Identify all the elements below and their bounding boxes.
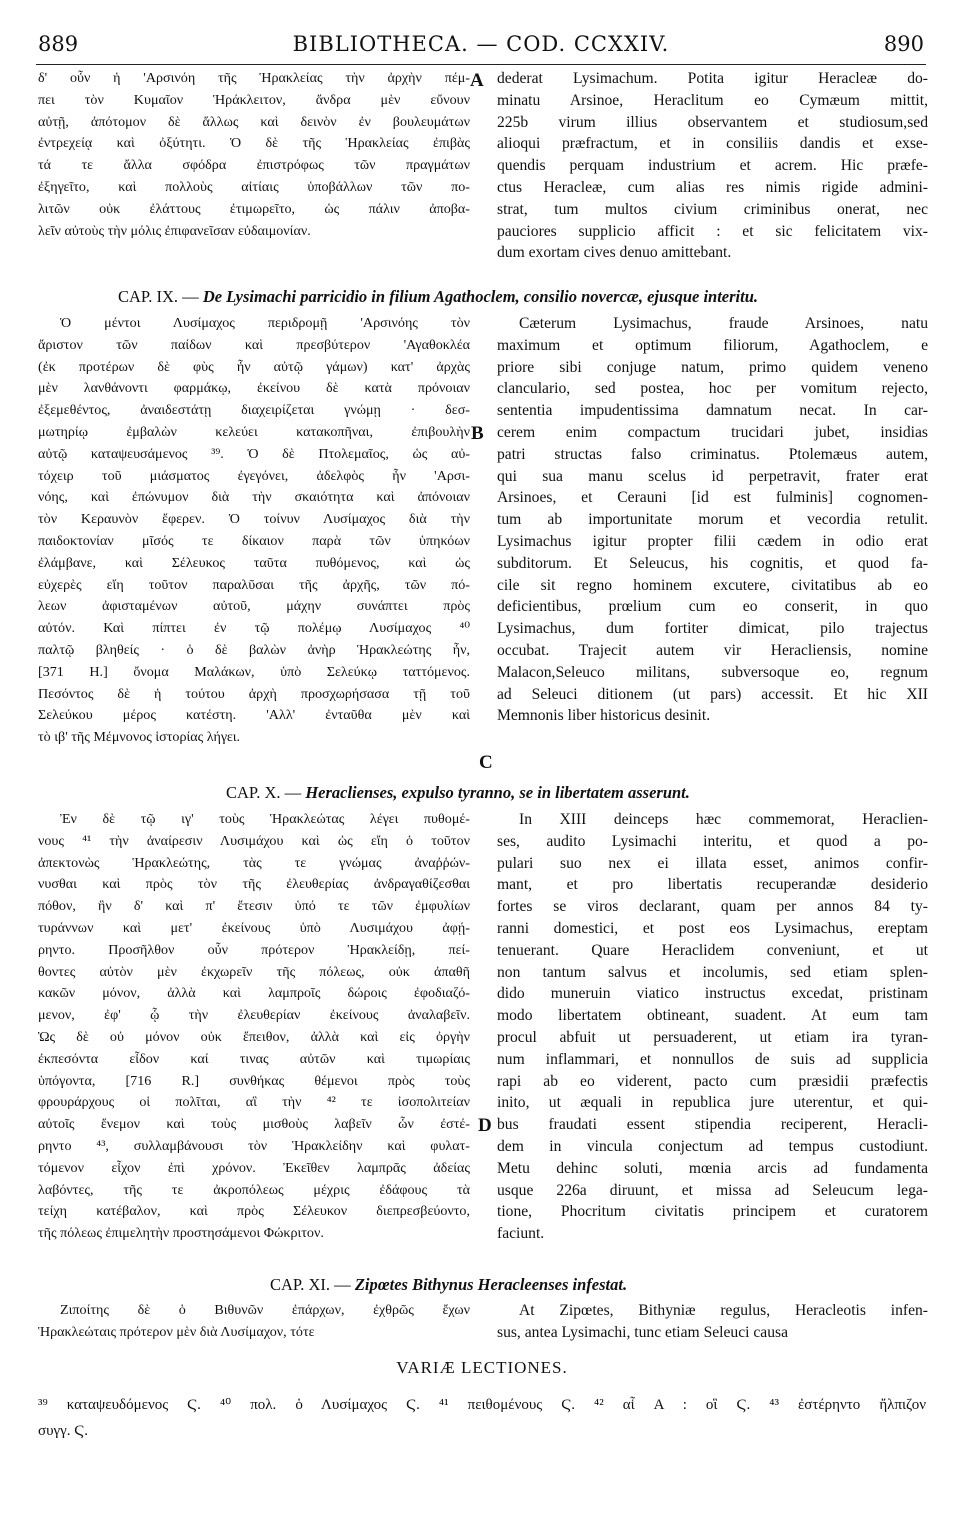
latin-text-line: modo libertatem obtineant, suadent. At eum tam bbox=[497, 1007, 928, 1025]
latin-text-line: minatu Arsinoe, Heraclitum eo Cymæum mittit, bbox=[497, 91, 928, 109]
greek-text-line: [371 H.] ὄνομα Μαλάκων, ὑπὸ Σελεύκῳ ταττόμενος. bbox=[38, 663, 470, 680]
latin-text-line: ses, audito Lysimachi interitu, et quod a po- bbox=[497, 832, 928, 850]
greek-text-line: τὸν Κεραυνὸν ἔφερεν. Ὁ τοίνυν Λυσίμαχος διὰ τὴν bbox=[38, 511, 470, 528]
greek-text-line: πόθον, ἣν δ' καὶ π' ἔτεσιν ὑπό τε τῶν ἐμφυλίων bbox=[38, 898, 470, 915]
greek-text-line: θοντες αὐτὸν μὲν ἐκχωρεῖν τῆς πόλεως, οὐκ ἀπαθῆ bbox=[38, 963, 470, 980]
latin-text-line: ranni domestici, et post eos Lysimachus, ereptam bbox=[497, 919, 928, 937]
greek-text-line: τόμενον εἶχον ἐπὶ χρόνον. Ἐκεῖθεν λαμπρᾶς ἀδείας bbox=[38, 1159, 470, 1176]
chapter-heading-11 bbox=[270, 1275, 627, 1295]
latin-text-line: tenuerant. Quare Heraclidem conveniunt, et ut bbox=[497, 941, 928, 959]
latin-text-line: subditorum. Et Seleucus, his cognitis, et quod fa- bbox=[497, 554, 928, 572]
greek-text-line: αὐτόν. Καὶ πίπτει ἐν τῷ πολέμῳ Λυσίμαχος ⁴⁰ bbox=[38, 620, 470, 637]
greek-text-line: ρηντο. Προσῆλθον οὖν πρότερον Ἡρακλείδῃ, πεί- bbox=[38, 941, 470, 958]
latin-text-line: occubat. Trajecit autem vir Heracliensis, nomine bbox=[497, 641, 928, 659]
latin-text-line: tione, Phocritum civitatis principem et curatorem bbox=[497, 1203, 928, 1221]
greek-text-line: ἐκπεσόντα εἶδον καί τινας αὐτῶν καὶ τιμωρίαις bbox=[38, 1050, 470, 1067]
page-number-right: 890 bbox=[883, 32, 924, 56]
greek-text-line: τυράννων καὶ μετ' ἐκείνους ὑπὸ Λυσιμάχου ἀφῄ- bbox=[38, 919, 470, 936]
greek-text-line: τῆς πόλεως ἐπιμελητὴν προστησάμενοι Φώκριτον. bbox=[38, 1225, 324, 1242]
latin-text-line: priore sibi conjuge natum, primo quidem veneno bbox=[497, 358, 928, 376]
latin-text-line: dederat Lysimachum. Potita igitur Heracleæ do- bbox=[497, 70, 928, 87]
greek-text-line: κακῶν μόνον, ἀλλὰ καὶ λαμπροῖς δώροις ἐφοδιαζό- bbox=[38, 985, 470, 1002]
greek-text-line: μενον, ἐφ' ᾧ τὴν ἐλευθερίαν ἐκείνους ἀναλαβεῖν. bbox=[38, 1007, 470, 1024]
latin-text-line: 225b virum illius observantem et studiosum,sed bbox=[497, 113, 928, 131]
greek-text-line: Ἐν δὲ τῷ ιγ' τοὺς Ἡρακλεώτας λέγει πυθομέ- bbox=[60, 811, 470, 827]
greek-text-line: ρηντο ⁴³, συλλαμβάνουσι τὸν Ἡρακλείδην καὶ φυλατ- bbox=[38, 1137, 470, 1154]
margin-marker-d: D bbox=[478, 1115, 492, 1136]
running-title: BIBLIOTHECA. — COD. CCXXIV. bbox=[292, 32, 670, 56]
latin-text-line: patri structas falso criminatus. Ptolemæus autem, bbox=[497, 445, 928, 463]
latin-text-line: cerem enim compactum trucidari jubet, insidias bbox=[497, 423, 928, 441]
margin-marker-a: A bbox=[470, 70, 484, 91]
latin-text-line: clanculario, sed postea, hoc per vomitum rejecto, bbox=[497, 380, 928, 398]
variae-lectiones-heading: VARIÆ LECTIONES. bbox=[396, 1358, 568, 1377]
latin-text-line: bus fraudati essent stipendia reciperent, Heracli- bbox=[497, 1116, 928, 1134]
latin-column-cap11 bbox=[497, 1300, 928, 1344]
greek-text-line: δ' οὖν ἡ 'Αρσινόη τῆς Ἡρακλείας τὴν ἀρχὴν πέμ- bbox=[38, 70, 470, 86]
chapter-title: De Lysimachi parricidio in filium Agathoclem, consilio novercæ, ejusque interitu. bbox=[202, 287, 759, 306]
latin-text-line: faciunt. bbox=[497, 1225, 545, 1243]
variant-reading-line: συγγ. Ϛ. bbox=[38, 1423, 89, 1439]
greek-text-line: Σελεύκου μέρος κατέστη. 'Αλλ' ἐνταῦθα μὲν καὶ bbox=[38, 707, 470, 724]
greek-column-cap11 bbox=[38, 1300, 470, 1344]
greek-text-line: νόης, καὶ ἐπώνυμον διὰ τὴν σκαιότητα καὶ ἀπόνοιαν bbox=[38, 489, 470, 506]
greek-text-line: τείχη κατέβαλον, καὶ πρὸς Σέλευκον διεπρεσβεύοντο, bbox=[38, 1203, 470, 1220]
greek-text-line: ἐντρεχείᾳ καὶ ὀξύτητι. Ὁ δὲ τῆς Ἡρακλείας ἐπιβὰς bbox=[38, 135, 470, 152]
latin-text-line: sententia impudentissima damnatum necat. In car- bbox=[497, 402, 928, 420]
latin-text-line: inito, ut æquali in republica jure uterentur, et qui- bbox=[497, 1094, 928, 1112]
greek-text-line: τὸ ιβ' τῆς Μέμνονος ἱστορίας λήγει. bbox=[38, 729, 241, 746]
latin-text-line: pulari suo nex ei illata esset, animos confir- bbox=[497, 854, 928, 872]
latin-text-line: procul abfuit ut persuaderent, ut etiam ira tyran- bbox=[497, 1028, 928, 1046]
variant-readings bbox=[38, 1392, 926, 1444]
chapter-title: Heraclienses, expulso tyranno, se in libertatem asserunt. bbox=[305, 783, 690, 802]
header-rule bbox=[36, 64, 926, 65]
latin-text-line: Cæterum Lysimachus, fraude Arsinoes, natu bbox=[519, 315, 928, 332]
latin-column-section1 bbox=[497, 68, 928, 264]
latin-text-line: alioqui præfractum, et in consiliis dandis et exse- bbox=[497, 135, 928, 153]
greek-text-line: αὐτῇ, ἀπότομον δὲ ἄλλως καὶ δεινὸν ἐν βουλευμάτων bbox=[38, 113, 470, 130]
greek-text-line: (ἐκ προτέρων δὲ φὺς ἦν αὐτῷ γάμων) κατ' ἀρχὰς bbox=[38, 358, 470, 375]
greek-text-line: Ζιποίτης δὲ ὁ Βιθυνῶν ἐπάρχων, ἐχθρῶς ἔχων bbox=[60, 1302, 470, 1318]
greek-column-cap9 bbox=[38, 313, 470, 749]
latin-text-line: sus, antea Lysimachi, tunc etiam Seleuci causa bbox=[497, 1323, 788, 1341]
greek-text-line: ὑπόγοντα, [716 R.] συνθήκας θέμενοι πρὸς τοὺς bbox=[38, 1072, 470, 1089]
greek-text-line: τόχειρ τοῦ μιάσματος ἐγεγόνει, ἀδελφὸς ἦν 'Αρσι- bbox=[38, 467, 470, 484]
latin-text-line: At Zipœtes, Bithyniæ regulus, Heracleotis infen- bbox=[519, 1302, 928, 1319]
latin-text-line: Memnonis liber historicus desinit. bbox=[497, 707, 711, 725]
greek-text-line: ἄριστον τῶν παίδων καὶ πρεσβύτερον 'Αγαθοκλέα bbox=[38, 336, 470, 353]
greek-text-line: Ἡρακλεώταις πρότερον μὲν διὰ Λυσίμαχον, τότε bbox=[38, 1323, 315, 1340]
latin-text-line: mant, et pro libertatis recuperandæ desiderio bbox=[497, 876, 928, 894]
latin-text-line: deficientibus, prœlium cum eo conserit, in quo bbox=[497, 598, 928, 616]
latin-text-line: cile sit regno hominem excutere, civitatibus ab eo bbox=[497, 576, 928, 594]
chapter-number: CAP. IX. — bbox=[118, 287, 199, 306]
latin-text-line: Lysimachus, dum fortiter dimicat, pilo trajectus bbox=[497, 620, 928, 638]
greek-text-line: πει τὸν Κυμαῖον Ἡράκλειτον, ἄνδρα μὲν εὔνουν bbox=[38, 91, 470, 108]
latin-text-line: Malacon,Seleuco militans, subversoque eo, regnum bbox=[497, 663, 928, 681]
latin-text-line: In XIII deinceps hæc commemorat, Heraclien- bbox=[519, 811, 928, 828]
greek-column-cap10 bbox=[38, 809, 470, 1245]
latin-text-line: quendis perquam industrium et acrem. Hic præfe- bbox=[497, 157, 928, 175]
greek-text-line: Πεσόντος δὲ ἡ τούτου ἀρχὴ προσχωρήσασα τῇ τοῦ bbox=[38, 685, 470, 702]
margin-marker-c: C bbox=[479, 752, 493, 773]
greek-text-line: λαβόντες, τῆς τε ἀκροπόλεως μέχρις ἐδάφους τὰ bbox=[38, 1181, 470, 1198]
chapter-heading-10 bbox=[226, 783, 690, 803]
greek-text-line: λιτῶν οὐκ ἐλάττους ἐτιμωρεῖτο, ὡς πάλιν ἀποβα- bbox=[38, 200, 470, 217]
latin-text-line: dem in vincula conjectum ad tempus custodiunt. bbox=[497, 1137, 928, 1155]
greek-text-line: ἐξεμεθέντος, ἀναιδεστάτῃ διαχειρίζεται γνώμῃ · δεσ- bbox=[38, 402, 470, 419]
greek-text-line: παλτῷ βληθείς · ὁ δὲ βαλὼν ἀνὴρ Ἡρακλεώτης ἦν, bbox=[38, 641, 470, 658]
greek-text-line: παιδοκτονίαν μῖσός τε δίκαιον παρὰ τῶν ὑπηκόων bbox=[38, 532, 470, 549]
page-number-left: 889 bbox=[38, 32, 79, 56]
greek-text-line: Ὡς δὲ οὐ μόνον οὐκ ἔπειθον, ἀλλὰ καὶ εἰς ὀργὴν bbox=[38, 1028, 470, 1045]
chapter-number: CAP. XI. — bbox=[270, 1275, 351, 1294]
greek-text-line: λεων ἀφισταμένων αὐτοῦ, μάχην συνάπτει πρὸς bbox=[38, 598, 470, 615]
latin-text-line: ctus Heracleæ, cum alias res nimis rigide admini- bbox=[497, 178, 928, 196]
greek-text-line: μὲν λανθάνοντι φαρμάκῳ, ἐκείνου δὲ κατὰ πρόνοιαν bbox=[38, 380, 470, 397]
greek-text-line: λεῖν αὐτοὺς τὴν μόλις ἐπιφανεῖσαν εὐδαιμονίαν. bbox=[38, 222, 311, 239]
latin-text-line: tum ab importunitate morum et vecordia retulit. bbox=[497, 511, 928, 529]
latin-text-line: strat, tum multos civium criminibus onerat, nec bbox=[497, 200, 928, 218]
greek-text-line: νους ⁴¹ τὴν ἀναίρεσιν Λυσιμάχου καὶ ὡς εἴη ὁ τοῦτον bbox=[38, 832, 470, 849]
greek-text-line: αὐτῷ καταψευσάμενος ³⁹. Ὁ δὲ Πτολεμαῖος, ὡς αὐ- bbox=[38, 445, 470, 462]
greek-text-line: ἀπεκτονὼς Ἡρακλεώτης, τὰς τε γνώμας ἀναῤῥών- bbox=[38, 854, 470, 871]
variant-reading-line: ³⁹ καταψευδόμενος Ϛ. ⁴⁰ πολ. ὁ Λυσίμαχος Ϛ. ⁴¹ πειθομένους Ϛ. ⁴² αἷ A : οἳ Ϛ. ⁴³ ἐστέρηντο ἤλπιζον bbox=[38, 1397, 926, 1413]
running-header bbox=[38, 32, 924, 62]
greek-text-line: μωτηρίῳ ἐμβαλὼν κελεύει κατακοπῆναι, ἐπιβουλὴν bbox=[38, 423, 470, 440]
latin-text-line: qui sua manu scelus id perpetravit, frater erat bbox=[497, 467, 928, 485]
greek-text-line: αὐτοῖς ἔνεμον καὶ τοὺς μισθοὺς λαβεῖν ὧν ἐστέ- bbox=[38, 1116, 470, 1133]
greek-text-line: ἐξηγεῖτο, καὶ πολλοὺς αἰτίαις ὑποβάλλων τῶν πο- bbox=[38, 178, 470, 195]
latin-text-line: num inflammari, et nonnullos de suis ad supplicia bbox=[497, 1050, 928, 1068]
greek-text-line: Ὁ μέντοι Λυσίμαχος περιδρομῇ 'Αρσινόης τὸν bbox=[60, 315, 470, 331]
latin-text-line: non tantum salvus et incolumis, sed etiam splen- bbox=[497, 963, 928, 981]
latin-text-line: Lysimachus igitur propter filii cædem in odio erat bbox=[497, 532, 928, 550]
greek-text-line: τά τε ἄλλα σφόδρα ἐπιστρόφως τῶν πραγμάτων bbox=[38, 157, 470, 174]
latin-text-line: dido muneruin viatico instructus excedat, pristinam bbox=[497, 985, 928, 1003]
greek-column-section1 bbox=[38, 68, 470, 242]
latin-text-line: maximum et optimum filiorum, Agathoclem, e bbox=[497, 336, 928, 354]
greek-text-line: νυσθαι καὶ πρὸς τὸν τῆς ἐλευθερίας ἀνδραγαθίζεσθαι bbox=[38, 876, 470, 893]
chapter-heading-9 bbox=[118, 287, 758, 307]
chapter-number: CAP. X. — bbox=[226, 783, 302, 802]
latin-text-line: ad Seleuci ditionem (ut pars) accessit. Et hic XII bbox=[497, 685, 928, 703]
chapter-title: Zipœtes Bithynus Heracleenses infestat. bbox=[354, 1275, 628, 1294]
greek-text-line: φρουράρχους οἱ πολῖται, αἳ τὴν ⁴² τε ἰσοπολιτείαν bbox=[38, 1094, 470, 1111]
latin-text-line: usque 226a diruunt, et missa ad Seleucum lega- bbox=[497, 1181, 928, 1199]
latin-text-line: dum exortam cives denuo amittebant. bbox=[497, 244, 732, 262]
latin-text-line: rapi ab eo viderent, pacto cum præsidii præfectis bbox=[497, 1072, 928, 1090]
latin-column-cap10 bbox=[497, 809, 928, 1245]
latin-column-cap9 bbox=[497, 313, 928, 727]
latin-text-line: Arsinoes, et Cerauni [id est fulminis] cognomen- bbox=[497, 489, 928, 507]
greek-text-line: ἐλάμβανε, καὶ Σέλευκος ταῦτα πυθόμενος, καὶ ὡς bbox=[38, 554, 470, 571]
greek-text-line: εὐχερὲς εἴη τοῦτον παραλῦσαι τῆς ἀρχῆς, τῶν πό- bbox=[38, 576, 470, 593]
latin-text-line: Metu dehinc soluti, mœnia arcis ad fundamenta bbox=[497, 1159, 928, 1177]
latin-text-line: pauciores supplicio afficit : et sic felicitatem vix- bbox=[497, 222, 928, 240]
latin-text-line: fortes se viros declarant, quam per annos 84 ty- bbox=[497, 898, 928, 916]
margin-marker-b: B bbox=[471, 423, 484, 444]
